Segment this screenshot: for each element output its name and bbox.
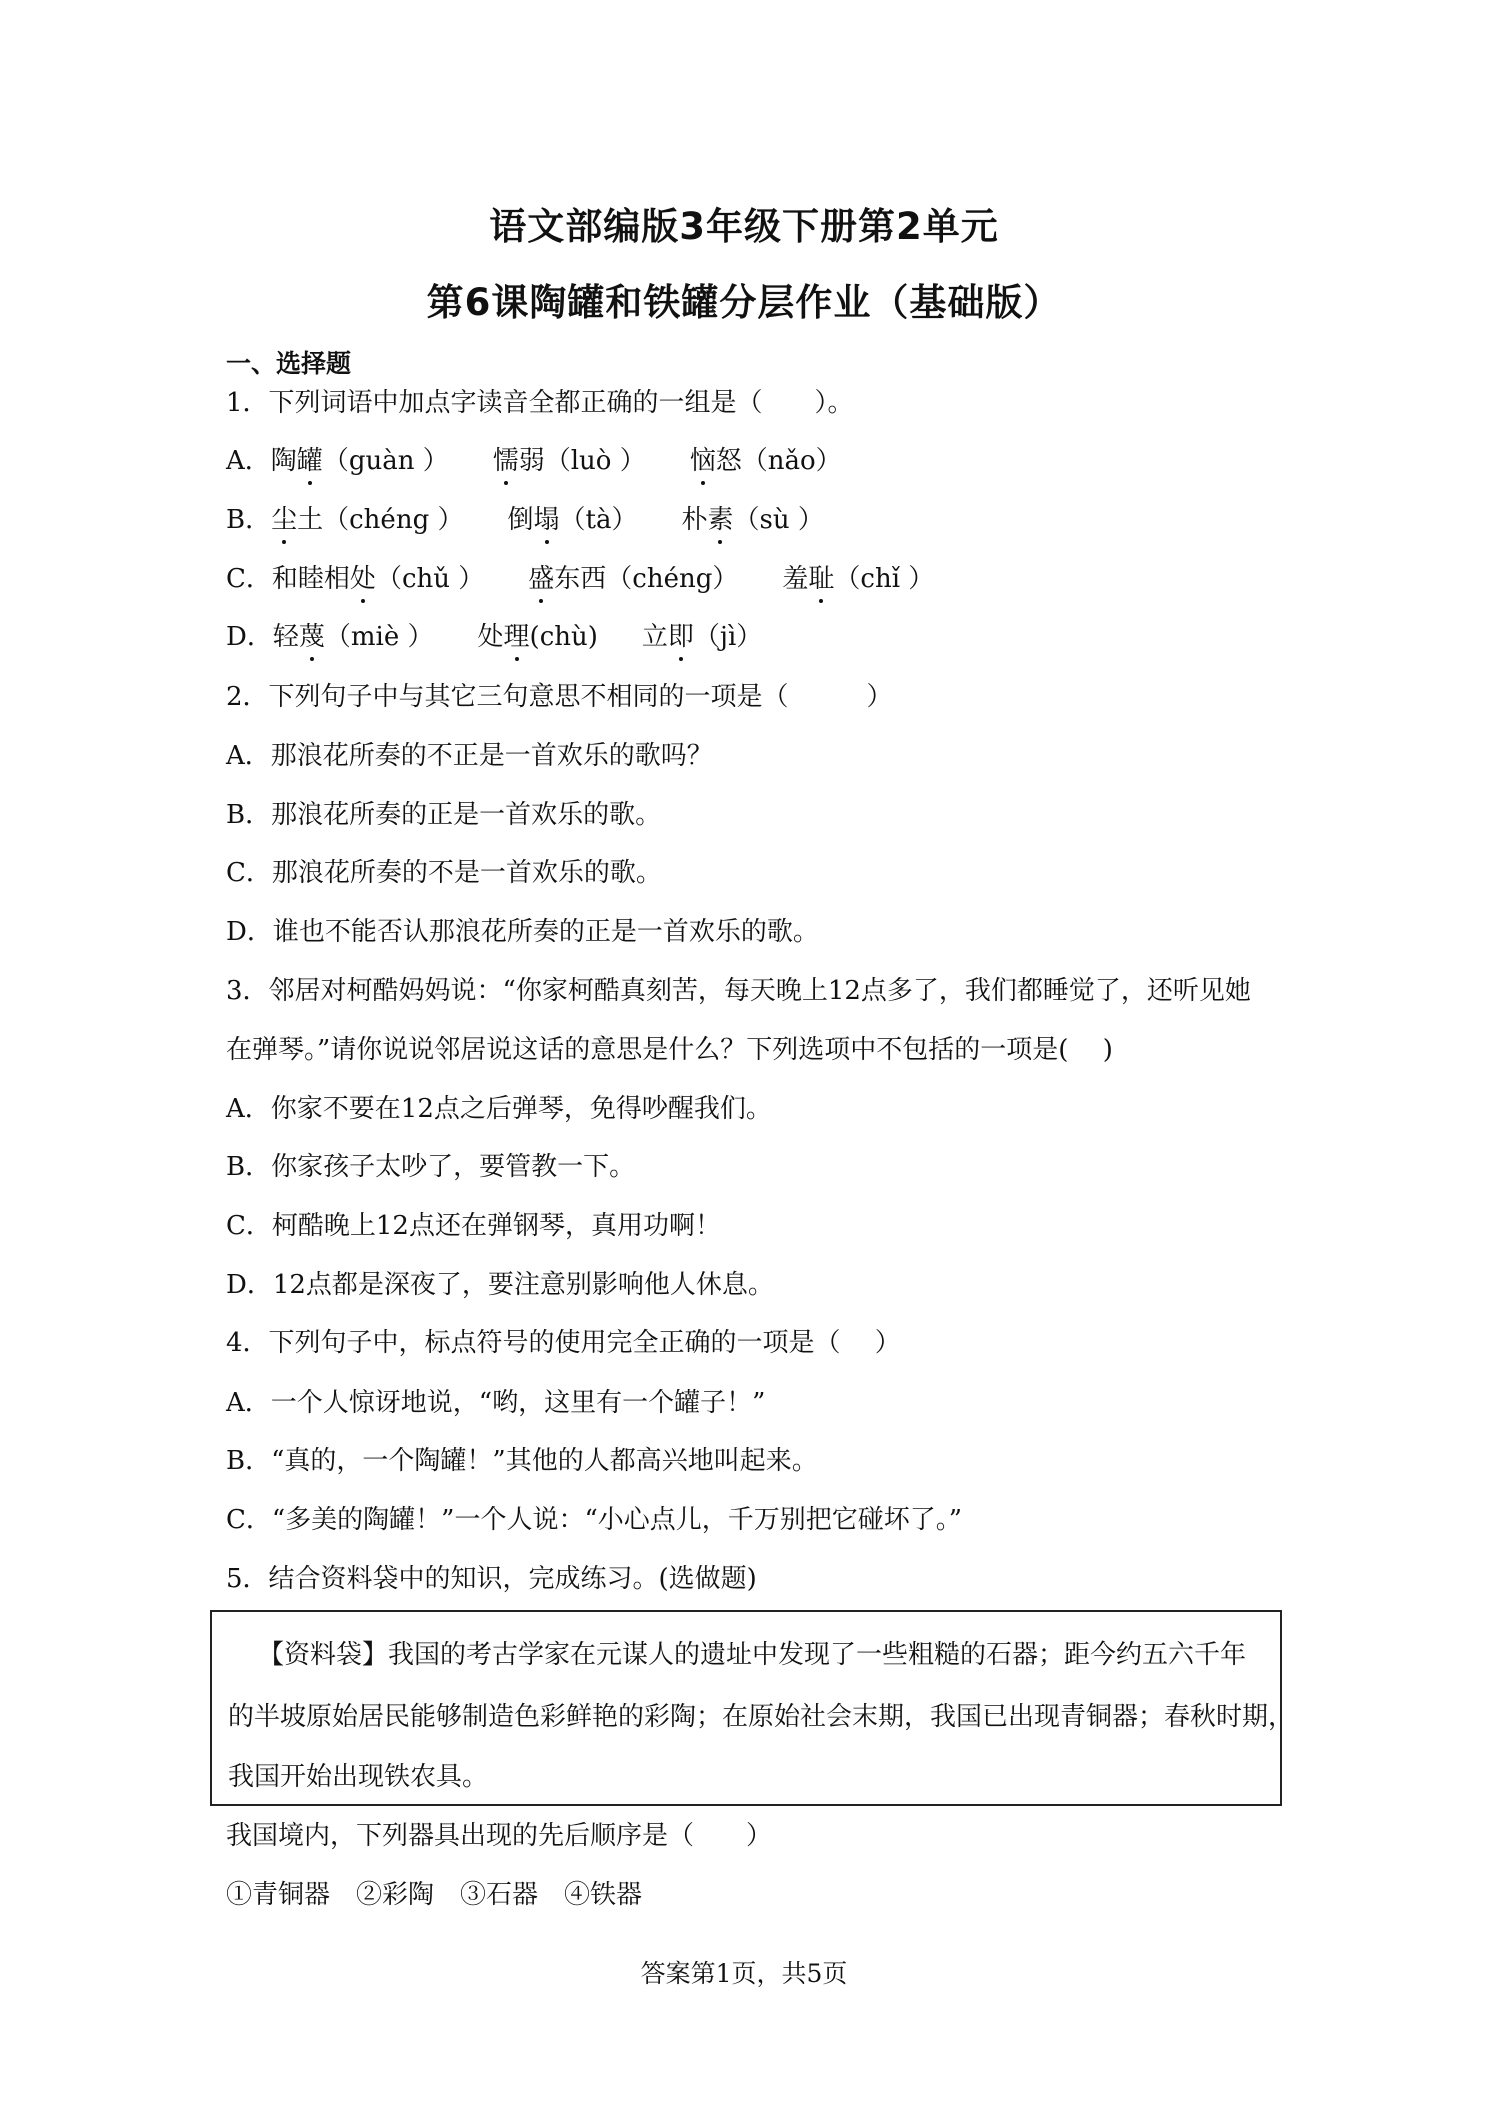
emphasis-dot-char: 处	[349, 564, 376, 594]
q2-option-c: C．那浪花所奏的不是一首欢乐的歌。	[226, 858, 662, 888]
q5-stem: 5．结合资料袋中的知识，完成练习。(选做题)	[226, 1564, 757, 1594]
document-title-line2: 第6课陶罐和铁罐分层作业（基础版）	[426, 281, 1062, 324]
option-prefix: C．	[226, 564, 272, 594]
emphasis-dot-char: 恼	[689, 446, 716, 476]
emphasis-dot-char: 塌	[533, 505, 560, 535]
emphasis-dot-char: 即	[667, 622, 694, 652]
q2-option-d: D．谁也不能否认那浪花所奏的正是一首欢乐的歌。	[226, 917, 819, 947]
option-prefix: B．	[226, 505, 272, 535]
q2-option-a: A．那浪花所奏的不正是一首欢乐的歌吗？	[226, 741, 713, 771]
q5-options: ①青铜器 ②彩陶 ③石器 ④铁器	[226, 1880, 643, 1910]
emphasis-dot-char: 罐	[296, 446, 323, 476]
q1-option-a	[226, 446, 842, 477]
emphasis-dot-char: 蔑	[298, 622, 325, 652]
option-word: 倒塌（tà）	[507, 505, 638, 535]
option-word: 和睦相处（chǔ ）	[271, 564, 485, 594]
emphasis-dot-char: 素	[707, 505, 734, 535]
option-word: 朴素（sù ）	[681, 505, 824, 535]
emphasis-dot-char: 耻	[808, 564, 835, 594]
q3-option-c: C．柯酷晚上12点还在弹钢琴，真用功啊！	[226, 1211, 721, 1241]
resource-box-line3: 我国开始出现铁农具。	[228, 1762, 489, 1792]
q4-option-c: C．“多美的陶罐！”一个人说：“小心点儿，千万别把它碰坏了。”	[226, 1505, 963, 1535]
page-footer: 答案第1页，共5页	[640, 1959, 848, 1988]
q1-stem: 1．下列词语中加点字读音全都正确的一组是（ ）。	[226, 388, 854, 418]
option-word: 处理(chù)	[477, 622, 598, 652]
option-word: 懦弱（luò ）	[492, 446, 646, 476]
q3-stem-line2: 在弹琴。”请你说说邻居说这话的意思是什么？下列选项中不包括的一项是( )	[226, 1035, 1113, 1065]
emphasis-dot-char: 尘	[271, 505, 298, 535]
section-heading: 一、选择题	[226, 349, 352, 378]
q1-option-d	[226, 622, 762, 653]
q3-option-b: B．你家孩子太吵了，要管教一下。	[226, 1152, 636, 1182]
q4-option-a: A．一个人惊讶地说，“哟，这里有一个罐子！”	[226, 1388, 766, 1418]
q1-option-c	[226, 564, 934, 595]
option-word: 立即（jì）	[641, 622, 763, 652]
option-word: 陶罐（guàn ）	[270, 446, 449, 476]
q4-option-b: B．“真的，一个陶罐！”其他的人都高兴地叫起来。	[226, 1446, 818, 1476]
option-prefix: A．	[226, 446, 271, 476]
document-title-line1: 语文部编版3年级下册第2单元	[489, 205, 999, 248]
option-word: 羞耻（chǐ ）	[782, 564, 935, 594]
q3-option-d: D．12点都是深夜了，要注意别影响他人休息。	[226, 1270, 774, 1300]
q2-option-b: B．那浪花所奏的正是一首欢乐的歌。	[226, 800, 662, 830]
resource-box	[210, 1610, 1295, 1806]
option-word: 轻蔑（miè ）	[272, 622, 434, 652]
emphasis-dot-char: 懦	[492, 446, 519, 476]
emphasis-dot-char: 理	[503, 622, 530, 652]
resource-box-line2: 的半坡原始居民能够制造色彩鲜艳的彩陶；在原始社会末期，我国已出现青铜器；春秋时期，	[228, 1702, 1295, 1732]
q3-stem-line1: 3．邻居对柯酷妈妈说：“你家柯酷真刻苦，每天晚上12点多了，我们都睡觉了，还听见她	[226, 976, 1251, 1006]
option-word: 盛东西（chéng）	[528, 564, 739, 594]
q5-question: 我国境内，下列器具出现的先后顺序是（ ）	[226, 1821, 773, 1851]
resource-box-line1: 【资料袋】我国的考古学家在元谋人的遗址中发现了一些粗糙的石器；距今约五六千年	[258, 1640, 1247, 1670]
q4-stem: 4．下列句子中，标点符号的使用完全正确的一项是（ ）	[226, 1328, 901, 1358]
q3-option-a: A．你家不要在12点之后弹琴，免得吵醒我们。	[226, 1094, 772, 1124]
option-prefix: D．	[226, 622, 273, 652]
option-word: 尘土（chéng ）	[271, 505, 464, 535]
option-word: 恼怒（nǎo）	[689, 446, 842, 476]
q1-option-b	[226, 505, 824, 536]
q2-stem: 2．下列句子中与其它三句意思不相同的一项是（ ）	[226, 682, 893, 712]
emphasis-dot-char: 盛	[528, 564, 555, 594]
